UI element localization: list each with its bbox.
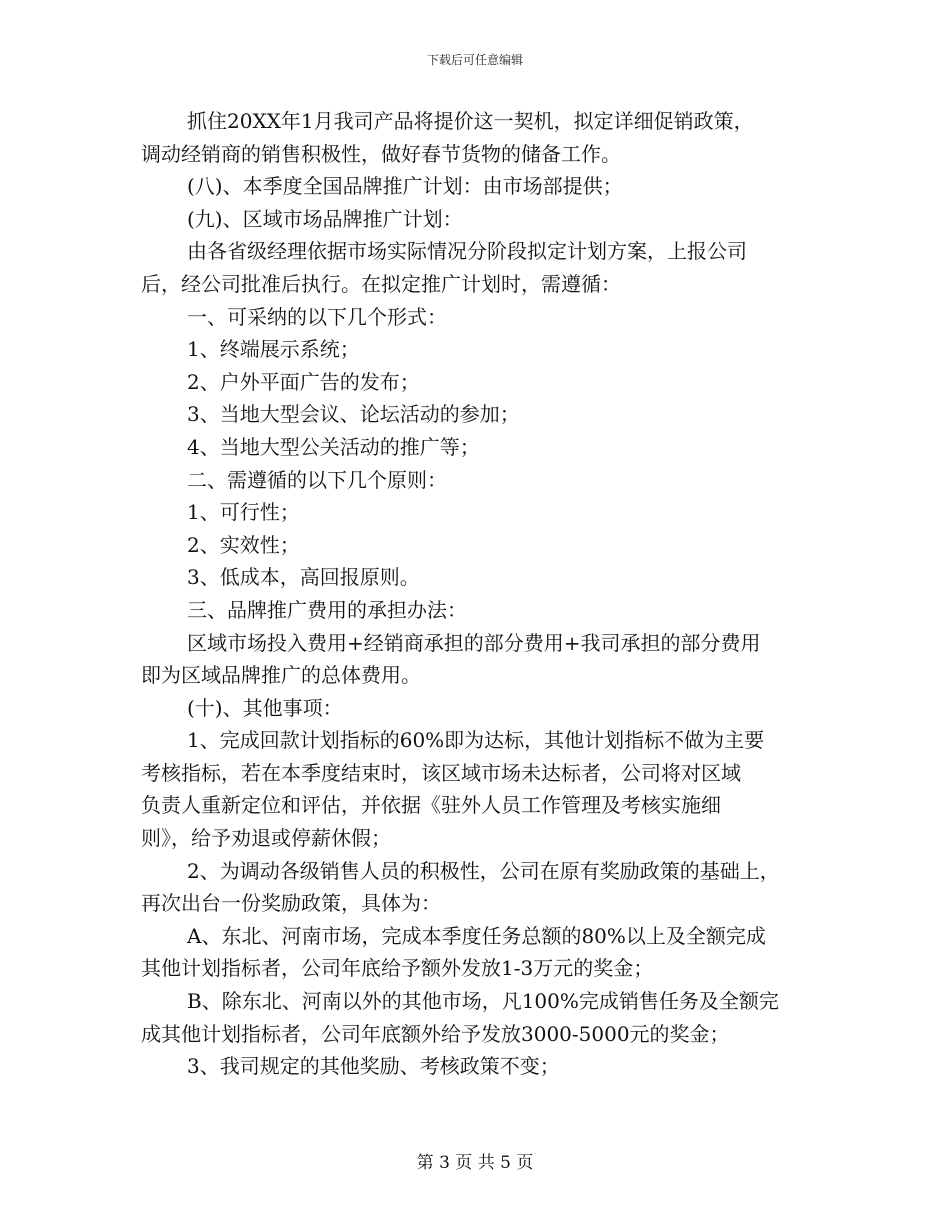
text-line: 3、我司规定的其他奖励、考核政策不变；	[187, 1054, 560, 1079]
text-line: 抓住20XX年1月我司产品将提价这一契机，拟定详细促销政策，	[187, 109, 754, 133]
document-body	[141, 105, 821, 1083]
text-line: 三、品牌推广费用的承担办法：	[187, 597, 467, 622]
text-line: (八)、本季度全国品牌推广计划：由市场部提供；	[187, 174, 623, 199]
text-line: 2、为调动各级销售人员的积极性，公司在原有奖励政策的基础上，	[187, 858, 780, 883]
text-line: 由各省级经理依据市场实际情况分阶段拟定计划方案，上报公司	[187, 239, 747, 264]
text-line: 2、实效性；	[187, 532, 300, 557]
text-line: 二、需遵循的以下几个原则：	[187, 467, 447, 492]
text-line: (九)、区域市场品牌推广计划：	[187, 206, 463, 231]
text-line: 4、当地大型公关活动的推广等；	[187, 434, 480, 459]
text-line: 一、可采纳的以下几个形式：	[187, 304, 447, 329]
text-line: B、除东北、河南以外的其他市场，凡100%完成销售任务及全额完	[187, 989, 779, 1014]
text-line: 3、当地大型会议、论坛活动的参加；	[187, 402, 520, 427]
page-header: 下载后可任意编辑	[426, 53, 523, 67]
text-line: 则》，给予劝退或停薪休假；	[141, 826, 391, 851]
text-line: 调动经销商的销售积极性，做好春节货物的储备工作。	[141, 141, 621, 166]
page-footer: 第 3 页 共 5 页	[416, 1153, 534, 1173]
text-line: 1、完成回款计划指标的60%即为达标，其他计划指标不做为主要	[187, 728, 765, 753]
text-line: 即为区域品牌推广的总体费用。	[141, 663, 421, 688]
text-line: 考核指标，若在本季度结束时，该区域市场未达标者，公司将对区域	[141, 760, 741, 785]
text-line: 1、可行性；	[187, 500, 300, 525]
text-line: 负责人重新定位和评估，并依据《驻外人员工作管理及考核实施细	[141, 793, 721, 818]
text-line: 成其他计划指标者，公司年底额外给予发放3000-5000元的奖金；	[141, 1021, 730, 1046]
text-line: 后，经公司批准后执行。在拟定推广计划时，需遵循：	[141, 271, 621, 296]
text-line: 3、低成本，高回报原则。	[187, 565, 420, 590]
text-line: 1、终端展示系统；	[187, 337, 360, 362]
text-line: 2、户外平面广告的发布；	[187, 369, 420, 394]
text-line: (十)、其他事项：	[187, 695, 343, 720]
text-line: A、东北、河南市场，完成本季度任务总额的80%以上及全额完成	[187, 923, 766, 948]
text-line: 其他计划指标者，公司年底给予额外发放1-3万元的奖金；	[141, 956, 654, 981]
text-line: 区域市场投入费用+经销商承担的部分费用+我司承担的部分费用	[187, 630, 761, 655]
text-line: 再次出台一份奖励政策，具体为：	[141, 891, 441, 916]
